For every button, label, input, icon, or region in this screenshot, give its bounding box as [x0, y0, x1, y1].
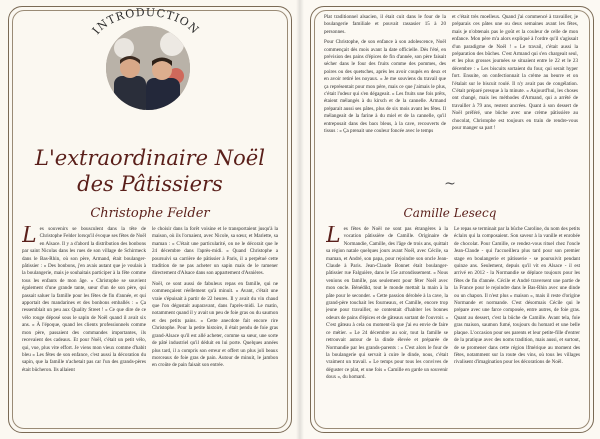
section-separator: ~ [444, 176, 456, 192]
paragraph: Le repas se terminait par la bûche Caroline, du nom des petits éclairs qui la composaient. Son saveur à la vanille et enrobée de chocolat. Pour Camille, ce rendez-vous rituel chez l'oncle Jean-Claude - qui l'accueillera plus tard pour son premier stage en boulangerie et pâtisserie - se poursuivit pendant quinze ans. Seulement, depuis qu'il vit en Alsace - il est arrivé en 2012 - la Normandie se déplace toujours pour les fêtes de fin d'année. Cécile et André traversent une partie de la France pour le rejoindre dans le Bas-Rhin avec une dinde ou un chapon. Il n'est plus « maison », mais il reste d'origine Normande et normande. C'est désormais Cécile qui le prépare avec une farce composée, entre autres, de foie gras. Quant au dessert, c'est la bûche de Camille. Avant tela, foie gras maison, saumon fumé, toujours du homard et une belle plaque. L'occasion pour ses parents et leur petite-fille d'entrer de la pratique avec des noms tradition, mais aussi, et surtout, de se promener dans cette région lfmérique au moment des fêtes, notamment sur la route des vins, où tous les villages rivalisent d'imagination pour les décorations de Noël. [454, 226, 580, 366]
article-title-line1: L'extraordinaire Noël [35, 146, 265, 170]
author-name-right: Camille Lesecq [403, 206, 497, 220]
drop-cap: L [22, 226, 37, 248]
chefs-photo [106, 26, 190, 110]
left-column-2 [152, 226, 278, 426]
book-gutter [296, 0, 304, 439]
paragraph: Pour Christophe, de son enfance à son adolescence, Noël commençait dès mois avant la date officielle. Dès l'été, en prévision des pains d'épices de fin d'année, son père faisait sécher dans le four des fruits comme des pommes, des poires ou des quetsches, après les avoir coupés en deux et en avoir retiré les noyaux. « Je me souviens du travail que ça représentait pour mon père, mais ce que j'aimais le plus, c'était l'odeur qui s'en dégageait. » Les fruits une fois prêts, étaient mélangés à du kirsch et de la cannelle. Armand préparait aussi ses pâtes, plus de six mois avant les fêtes. Il mélangeait de la farine à du miel et de la cannelle, qu'il entreposait dans des bacs bleus, à la cave, recouverts de tissus : « Ça prenait une couleur foncée avec le temps [324, 39, 446, 135]
right-column-4 [454, 226, 580, 426]
drop-cap: L [326, 226, 341, 248]
chefs-photo-illustration [106, 26, 190, 110]
right-column-1 [324, 14, 446, 176]
paragraph-text: es fêtes de Noël ne sont pas étrangères à la vocation pâtissière de Camille. Originaire de Normandie, Camille, des l'âge de trois ans, quittait sa région natale quelques jours avant Noël, avec Cécile, sa maman, et André, son papa, pour rejoindre son oncle Jean-Claude à Paris. Jean-Claude Bonnet était boulanger-pâtissier rue Falguière, dans le 15e arrondissement. « Nous venions en famille, pas seulement pour fêter Noël avec mon oncle. Bénédikt, tout le monde mettait la main à la pâte pour le seconder. » Cette passion dérobée à la cave, la grand-père touchait les fourneaux, et Camille, encore trop jeune pour travailler, se contentait d'habiter les bonnes odeurs de pains d'épices et de gâteaux sortant de l'ouvroir. « C'est gâteau à cela ou moment-là que j'ai eu envie de faire ce métier. » Le 24 décembre au soir, tout la famille se retrouvait autour de la dinde élevée et préparée de Normandie par les grands-parents : « C'est alors le four de la boulangerie qui servait à cuire le dinde, nous, c'était vraiment un travail. » Le temps pour tous les convives de déguster ce plat, et une fois « Camille en garde un souvenir doux », du homard. [326, 226, 448, 381]
article-title-line2: des Pâtissiers [77, 172, 223, 196]
paragraph-text: es souvenirs se bousculent dans la tête de Christophe Felder lorsqu'il évoque ses fêtes de Noël en Alsace. Il y a d'abord la distribution des bonbons par saint Nicolas dans les rues de son village de Schirmeck dans le Bas-Rhin, où son père, Armand, était boulanger-pâtissier : « Des bonbons, j'en avais autant que je voulais à la boulangerie, mais je souhaitais participer à la fête comme tous les enfants de mon âge. » Christophe se souvient également d'une grande tante, sœur d'un de son père, qui passait saluer la famille pour les fêtes de fin d'année, et qui apportait des mandarines et des bonbons emballés : « Ça ressemblait un peu aux Quality Street ! » Ce que dire de ce vélo rouge déposé sous le sapin de Noël quand il avait six ans. « À l'époque, quand les clients professionnels comme mon père, passaient des commandes importantes, ils recevaient des cadeaux. Et pour Noël, c'était un petit vélo, qui, vue, plus vite effort. Je viens mon vieux comme d'habit bleu » Les fêtes de son enfance, c'est aussi la décoration du sapin, que la famille n'achetait pas car l'un des grands-pères était bûcheron. Ils allaient [22, 226, 146, 373]
paragraph: Plat traditionnel alsacien, il était cuit dans le four de la boulangerie familiale et pouvait rassasier 15 à 20 personnes. [324, 14, 446, 35]
paragraph [326, 226, 448, 382]
intro-heading-text: INTRODUCTION [89, 8, 202, 37]
paragraph: Noël, ce sont aussi de fabuleux repas en famille, qui ne commençaient réellement qu'à minuit. « Avant, c'était une vraie s'épuisait à partir de 22 heures. Il y avait du vin chaud que l'on dégustait auparavant, dans l'après-midi. Le matin, notamment quand il y avait un peu de foie gras ou du saumon et des petits pains. » Cette anecdote fait encore rire Christophe. Pour la petite histoire, il était pendu de foie gras grand-Alsace qu'il est allé acheter, comme sa sœur, une sorte de pâté industriel qu'il déduit en lui porte. Quelques années plus tard, il a compris son erreur et offert un plus joli beaux morceaux de foie gras de pain. Autour de minuit, le jambon en croûte de pain faisait son entrée. [152, 280, 278, 369]
paragraph [22, 226, 146, 374]
left-column-1 [22, 226, 146, 426]
author-name-left: Christophe Felder [90, 206, 210, 221]
paragraph: le choisir dans la forêt voisine et le transportaient jusqu'à la maison, où ils l'ornaient, avec Nicole, sa sœur, et Mariette, sa maman : « C'était une particularité, on ne le décorait que le 24 décembre dans l'après-midi. » Quand Christophe a poursuivi sa carrière de pâtissier à Paris, il a perpétué cette tradition de ne pas acheter un sapin mais de le ramener directement d'Alsace dans son appartement d'Asnières. [152, 226, 278, 277]
right-column-3 [326, 226, 448, 426]
paragraph: et c'était très moelleux. Quand j'ai commencé à travailler, je préparais ces pâtes une ou deux semaines avant les fêtes, mais je n'obtenais pas le goût et la couleur de celle de mon enfance. Mon père m'a alors expliqué à l'ordre qu'il s'agissait d'un paradigme de Noël ! » Le travail, c'était aussi la préparation des bûches. C'est Armand qui s'en chargeait seul, et les plus grosses journées se situaient entre le 22 et le 23 décembre : « Les biscuits sortaient du four, qui serait hyper fort. Ensuite, on confectionnait la crème au beurre et on l'étalait sur le biscuit roulé. Il n'y avait pas de congélation. C'était préparé presque à la minute. » Aujourd'hui, les choses ont changé, mais les méthodes d'Armand, qui a arrêté de travailler à 79 ans, restent ancrées. Quant à son dessert de Noël préféré, une bûche avec une crème pâtissière au chocolat, Christophe est toujours en train de rendre-vous pour manger sa part ! [452, 14, 578, 132]
right-column-2 [452, 14, 578, 176]
